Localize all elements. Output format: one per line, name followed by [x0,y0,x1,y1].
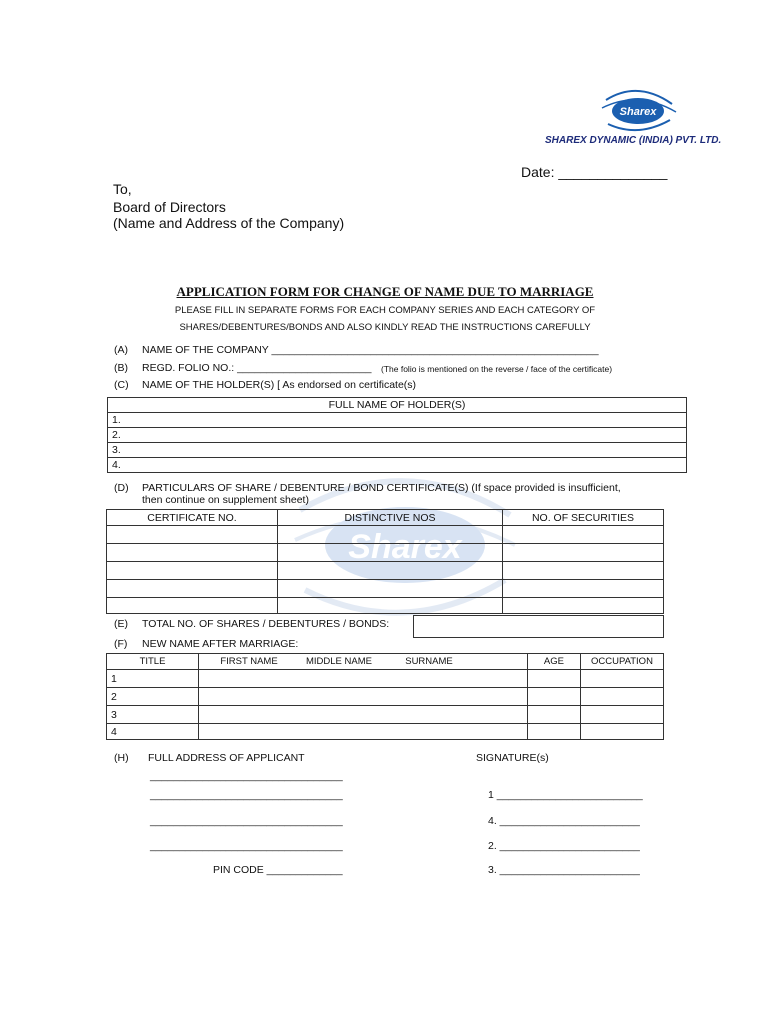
newname-row[interactable]: 4 [107,724,199,740]
newname-cell[interactable] [527,688,580,706]
section-c-key: (C) [114,379,129,391]
newname-cell[interactable] [527,706,580,724]
newname-cell[interactable] [199,724,528,740]
holder-row[interactable]: 3. [108,443,687,458]
holders-header: FULL NAME OF HOLDER(S) [108,398,687,413]
cert-cell[interactable] [107,598,278,614]
signature-line-4[interactable]: 4. ________________________ [488,815,640,827]
pin-code-field[interactable]: PIN CODE _____________ [213,864,343,876]
newname-header-middle: MIDDLE NAME [306,656,372,667]
new-name-label: NEW NAME AFTER MARRIAGE: [142,638,299,650]
newname-header-first: FIRST NAME [220,656,278,667]
folio-field[interactable]: REGD. FOLIO NO.: _______________________ [142,362,372,374]
section-e-key: (E) [114,618,128,630]
section-f-key: (F) [114,638,128,650]
cert-cell[interactable] [278,580,503,598]
newname-cell[interactable] [580,688,663,706]
cert-cell[interactable] [107,544,278,562]
newname-cell[interactable] [199,670,528,688]
new-name-table [106,653,664,740]
newname-header-occupation: OCCUPATION [580,654,663,670]
address-line[interactable]: _________________________________ [150,840,343,852]
signature-line-2[interactable]: 2. ________________________ [488,840,640,852]
certificate-table [106,509,664,614]
cert-cell[interactable] [503,580,664,598]
cert-cell[interactable] [278,598,503,614]
holder-row[interactable]: 4. [108,458,687,473]
cert-cell[interactable] [503,526,664,544]
company-logo [598,86,678,134]
holder-row[interactable]: 1. [108,413,687,428]
cert-cell[interactable] [503,598,664,614]
instruction-line-2: SHARES/DEBENTURES/BONDS AND ALSO KINDLY READ THE INSTRUCTIONS CAREFULLY [179,322,591,333]
cert-cell[interactable] [278,526,503,544]
section-d-key: (D) [114,482,129,494]
newname-row[interactable]: 3 [107,706,199,724]
signature-line-1[interactable]: 1 _________________________ [488,789,643,801]
newname-header-title: TITLE [107,654,199,670]
holder-label: NAME OF THE HOLDER(S) [ As endorsed on certificate(s) [142,379,417,391]
newname-cell[interactable] [580,706,663,724]
newname-cell[interactable] [580,724,663,740]
company-name: SHAREX DYNAMIC (INDIA) PVT. LTD. [545,135,722,146]
address-line[interactable]: _________________________________ [150,815,343,827]
folio-note: (The folio is mentioned on the reverse / face of the certificate) [381,364,613,374]
signature-label: SIGNATURE(s) [476,752,549,764]
cert-cell[interactable] [278,562,503,580]
cert-cell[interactable] [107,526,278,544]
section-d-line-2: then continue on supplement sheet) [142,494,309,506]
cert-cell[interactable] [107,580,278,598]
newname-header-surname: SURNAME [405,656,453,667]
logo-text: Sharex [619,106,657,118]
address-line-1: To, [113,181,132,197]
address-label: FULL ADDRESS OF APPLICANT [148,752,305,764]
watermark-text: Sharex [348,528,462,566]
newname-row[interactable]: 2 [107,688,199,706]
cert-cell[interactable] [503,562,664,580]
cert-cell[interactable] [278,544,503,562]
newname-row[interactable]: 1 [107,670,199,688]
section-a-key: (A) [114,344,128,356]
cert-header-securities: NO. OF SECURITIES [503,510,664,526]
newname-cell[interactable] [527,670,580,688]
section-d-line-1: PARTICULARS OF SHARE / DEBENTURE / BOND CERTIFICATE(S) (If space provided is insufficient, [142,482,621,494]
cert-cell[interactable] [107,562,278,580]
cert-cell[interactable] [503,544,664,562]
total-shares-input[interactable] [413,615,664,638]
newname-cell[interactable] [199,706,528,724]
newname-cell[interactable] [527,724,580,740]
holders-table [107,397,687,473]
total-shares-label: TOTAL NO. OF SHARES / DEBENTURES / BONDS: [142,618,390,630]
address-line-2: Board of Directors [113,199,226,215]
signature-line-3[interactable]: 3. ________________________ [488,864,640,876]
newname-cell[interactable] [580,670,663,688]
address-line[interactable]: _________________________________ [150,789,343,801]
form-title: APPLICATION FORM FOR CHANGE OF NAME DUE TO MARRIAGE [176,284,594,299]
address-line-3: (Name and Address of the Company) [113,215,345,231]
holder-row[interactable]: 2. [108,428,687,443]
section-b-key: (B) [114,362,128,374]
date-field[interactable]: Date: ______________ [521,164,668,180]
company-name-field[interactable]: NAME OF THE COMPANY ________________________________________________________ [142,344,599,356]
cert-header-distinctive: DISTINCTIVE NOS [278,510,503,526]
instruction-line-1: PLEASE FILL IN SEPARATE FORMS FOR EACH COMPANY SERIES AND EACH CATEGORY OF [174,305,596,316]
address-line[interactable]: _________________________________ [150,770,343,782]
newname-header-age: AGE [527,654,580,670]
section-h-key: (H) [114,752,129,764]
newname-cell[interactable] [199,688,528,706]
cert-header-certificate: CERTIFICATE NO. [107,510,278,526]
